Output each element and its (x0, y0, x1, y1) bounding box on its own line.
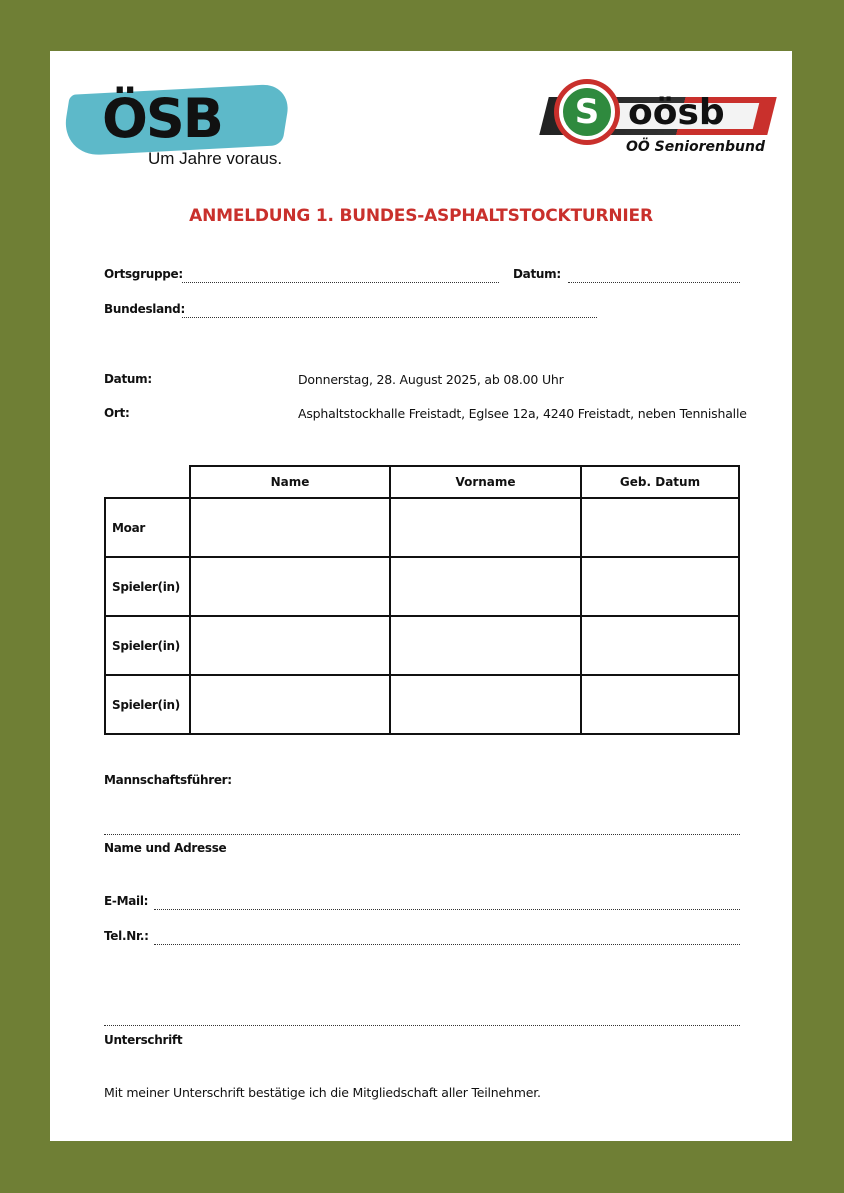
cell-spieler-2-vorname[interactable] (390, 616, 581, 675)
table-row (105, 498, 739, 557)
phone-field[interactable] (154, 944, 740, 945)
cell-spieler-2-geb-datum[interactable] (581, 616, 739, 675)
ooesb-logo-word: oösb (628, 92, 725, 133)
bundesland-label: Bundesland: (104, 302, 185, 316)
cell-spieler-2-name[interactable] (190, 616, 390, 675)
cell-spieler-3-vorname[interactable] (390, 675, 581, 734)
captain-name-address-field[interactable] (104, 834, 740, 835)
column-header-vorname: Vorname (390, 466, 581, 498)
cell-spieler-1-vorname[interactable] (390, 557, 581, 616)
ooesb-logo-emblem (554, 79, 620, 145)
cell-spieler-1-geb-datum[interactable] (581, 557, 739, 616)
row-label-spieler-1: Spieler(in) (105, 557, 190, 616)
cell-moar-name[interactable] (190, 498, 390, 557)
row-label-spieler-2: Spieler(in) (105, 616, 190, 675)
signature-label: Unterschrift (104, 1033, 183, 1047)
cell-spieler-1-name[interactable] (190, 557, 390, 616)
osb-logo-tagline: Um Jahre voraus. (148, 149, 283, 168)
signature-note: Mit meiner Unterschrift bestätige ich die Mitgliedschaft aller Teilnehmer. (104, 1085, 541, 1100)
ooesb-logo-subtitle: OÖ Seniorenbund (626, 139, 765, 155)
table-header-row (105, 466, 739, 498)
event-place-label: Ort: (104, 406, 130, 420)
event-place-value: Asphaltstockhalle Freistadt, Eglsee 12a, 4240 Freistadt, neben Tennishalle (298, 406, 747, 421)
form-title: ANMELDUNG 1. BUNDES-ASPHALTSTOCKTURNIER (189, 206, 653, 226)
osb-logo (64, 81, 304, 171)
column-header-geb-datum: Geb. Datum (581, 466, 739, 498)
bundesland-field[interactable] (182, 317, 597, 318)
cell-spieler-3-name[interactable] (190, 675, 390, 734)
table-row (105, 616, 739, 675)
email-label: E-Mail: (104, 894, 149, 908)
row-label-spieler-3: Spieler(in) (105, 675, 190, 734)
participants-table (104, 465, 740, 735)
phone-label: Tel.Nr.: (104, 929, 149, 943)
table-row (105, 557, 739, 616)
ooesb-logo-initial: S (559, 84, 615, 140)
email-field[interactable] (154, 909, 740, 910)
cell-moar-vorname[interactable] (390, 498, 581, 557)
datum-field[interactable] (568, 282, 740, 283)
osb-logo-text: ÖSB (102, 87, 222, 150)
row-label-moar: Moar (105, 498, 190, 557)
registration-form-page (50, 51, 792, 1141)
table-row (105, 675, 739, 734)
signature-field[interactable] (104, 1025, 740, 1026)
ortsgruppe-field[interactable] (182, 282, 499, 283)
event-date-label: Datum: (104, 372, 152, 386)
ooesb-logo (540, 77, 776, 161)
datum-label: Datum: (513, 267, 561, 281)
table-corner-cell (105, 466, 190, 498)
column-header-name: Name (190, 466, 390, 498)
name-address-label: Name und Adresse (104, 841, 227, 855)
cell-spieler-3-geb-datum[interactable] (581, 675, 739, 734)
event-date-value: Donnerstag, 28. August 2025, ab 08.00 Uhr (298, 372, 564, 387)
captain-label: Mannschaftsführer: (104, 773, 232, 787)
ortsgruppe-label: Ortsgruppe: (104, 267, 183, 281)
cell-moar-geb-datum[interactable] (581, 498, 739, 557)
